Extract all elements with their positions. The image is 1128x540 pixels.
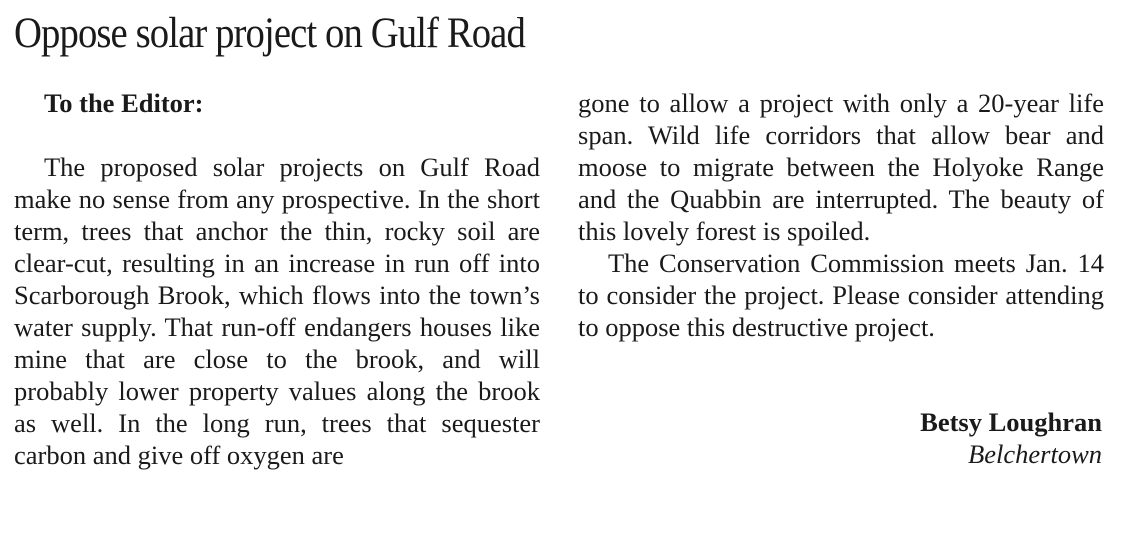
column-right [578,87,1104,343]
signature [920,406,1102,470]
signature-name: Betsy Loughran [920,407,1102,437]
headline: Oppose solar project on Gulf Road [14,10,525,57]
salutation: To the Editor: [44,88,204,118]
signature-town: Belchertown [968,439,1102,469]
paragraph-2: The Conservation Commission meets Jan. 14 to consider the project. Please consider attending to oppose this destructive project. [578,248,1104,342]
paragraph-1-part-1: The proposed solar projects on Gulf Road make no sense from any prospective. In the short term, trees that anchor the thin, rocky soil are clear-cut, resulting in an increase in run off into Scarborough Brook, which flows into the town’s water supply. That run-off endangers houses like mine that are close to the brook, and will probably lower property values along the brook as well. In the long run, trees that sequester carbon and give off oxygen are [14,152,540,470]
column-left [14,87,540,471]
paragraph-1-part-2: gone to allow a project with only a 20-year life span. Wild life corridors that allow bear and moose to migrate between the Holyoke Range and the Quabbin are interrupted. The beauty of this lovely forest is spoiled. [578,88,1104,246]
